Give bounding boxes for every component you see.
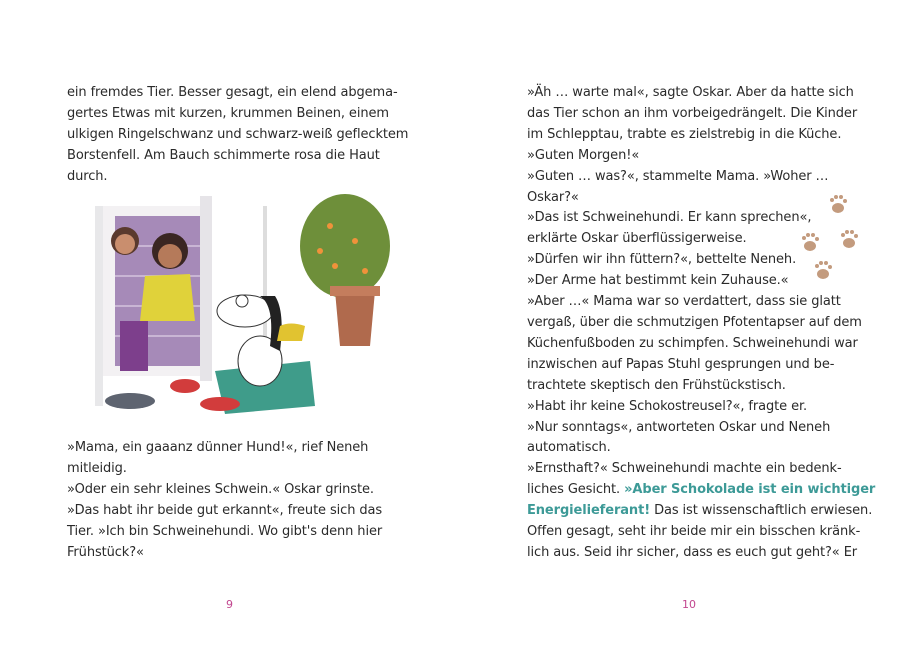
- left-page-text-bottom: [67, 438, 382, 563]
- text-span: Das ist wissenschaftlich erwiesen.: [650, 503, 873, 519]
- text-line: Küchenfußboden zu schimpfen. Schweinehundi war: [527, 335, 858, 351]
- text-line: »Mama, ein gaaanz dünner Hund!«, rief Neneh: [67, 440, 369, 455]
- text-line: ulkigen Ringelschwanz und schwarz-weiß geflecktem: [67, 126, 409, 142]
- text-line: Tier. »Ich bin Schweinehundi. Wo gibt's denn hier: [67, 523, 383, 539]
- text-line: automatisch.: [527, 440, 611, 456]
- text-line: »Dürfen wir ihn füttern?«, bettelte Neneh.: [527, 252, 797, 268]
- text-line: »Ernsthaft?« Schweinehundi machte ein bedenk-: [527, 461, 842, 477]
- text-line: »Habt ihr keine Schokostreusel?«, fragte er.: [527, 398, 808, 414]
- text-line: Borstenfell. Am Bauch schimmerte rosa die Haut: [67, 147, 380, 163]
- text-line: trachtete skeptisch den Frühstückstisch.: [527, 377, 786, 393]
- text-line: vergaß, über die schmutzigen Pfotentapser auf dem: [527, 314, 862, 330]
- highlighted-text: »Aber Schokolade ist ein wichtiger: [624, 482, 876, 498]
- text-line: »Äh … warte mal«, sagte Oskar. Aber da hatte sich: [527, 85, 854, 100]
- text-line: »Guten … was?«, stammelte Mama. »Woher …: [527, 168, 829, 184]
- paw-icon: [830, 195, 847, 213]
- text-line: [527, 480, 875, 501]
- text-line: lich aus. Seid ihr sicher, dass es euch gut geht?« Er: [527, 544, 858, 560]
- text-line: durch.: [67, 168, 108, 184]
- page-number-left: 9: [226, 598, 233, 611]
- text-line: »Aber …« Mama war so verdattert, dass sie glatt: [527, 294, 841, 310]
- text-line: »Nur sonntags«, antworteten Oskar und Neneh: [527, 419, 831, 435]
- text-line: erklärte Oskar überflüssigerweise.: [527, 231, 747, 247]
- text-line: Offen gesagt, seht ihr beide mir ein bisschen kränk-: [527, 524, 861, 540]
- right-page-text: [527, 83, 875, 564]
- paw-icon: [841, 230, 858, 248]
- left-page-text-top: [67, 83, 408, 188]
- text-line: »Guten Morgen!«: [527, 147, 640, 163]
- text-line: [527, 501, 875, 522]
- text-line: Oskar?«: [527, 189, 579, 205]
- text-line: inzwischen auf Papas Stuhl gesprungen und be-: [527, 356, 835, 372]
- highlighted-text: Energielieferant!: [527, 503, 651, 519]
- text-line: im Schlepptau, trabte es zielstrebig in die Küche.: [527, 126, 842, 142]
- text-line: Frühstück?«: [67, 544, 144, 560]
- paw-prints-decoration: [796, 190, 866, 285]
- text-line: »Das ist Schweinehundi. Er kann sprechen«,: [527, 210, 812, 226]
- text-line: ein fremdes Tier. Besser gesagt, ein elend abgema-: [67, 85, 398, 100]
- paw-icon: [802, 233, 819, 251]
- text-line: »Oder ein sehr kleines Schwein.« Oskar grinste.: [67, 481, 374, 497]
- text-line: »Der Arme hat bestimmt kein Zuhause.«: [527, 273, 789, 289]
- text-line: mitleidig.: [67, 460, 127, 476]
- text-span: liches Gesicht.: [527, 482, 625, 498]
- paw-icon: [815, 261, 832, 279]
- page-number-right: 10: [682, 598, 696, 611]
- text-line: »Das habt ihr beide gut erkannt«, freute sich das: [67, 502, 383, 518]
- text-line: gertes Etwas mit kurzen, krummen Beinen, einem: [67, 105, 389, 121]
- illustration-children-dog-doorway: [45, 186, 415, 421]
- text-line: das Tier schon an ihm vorbeigedrängelt. Die Kinder: [527, 105, 858, 121]
